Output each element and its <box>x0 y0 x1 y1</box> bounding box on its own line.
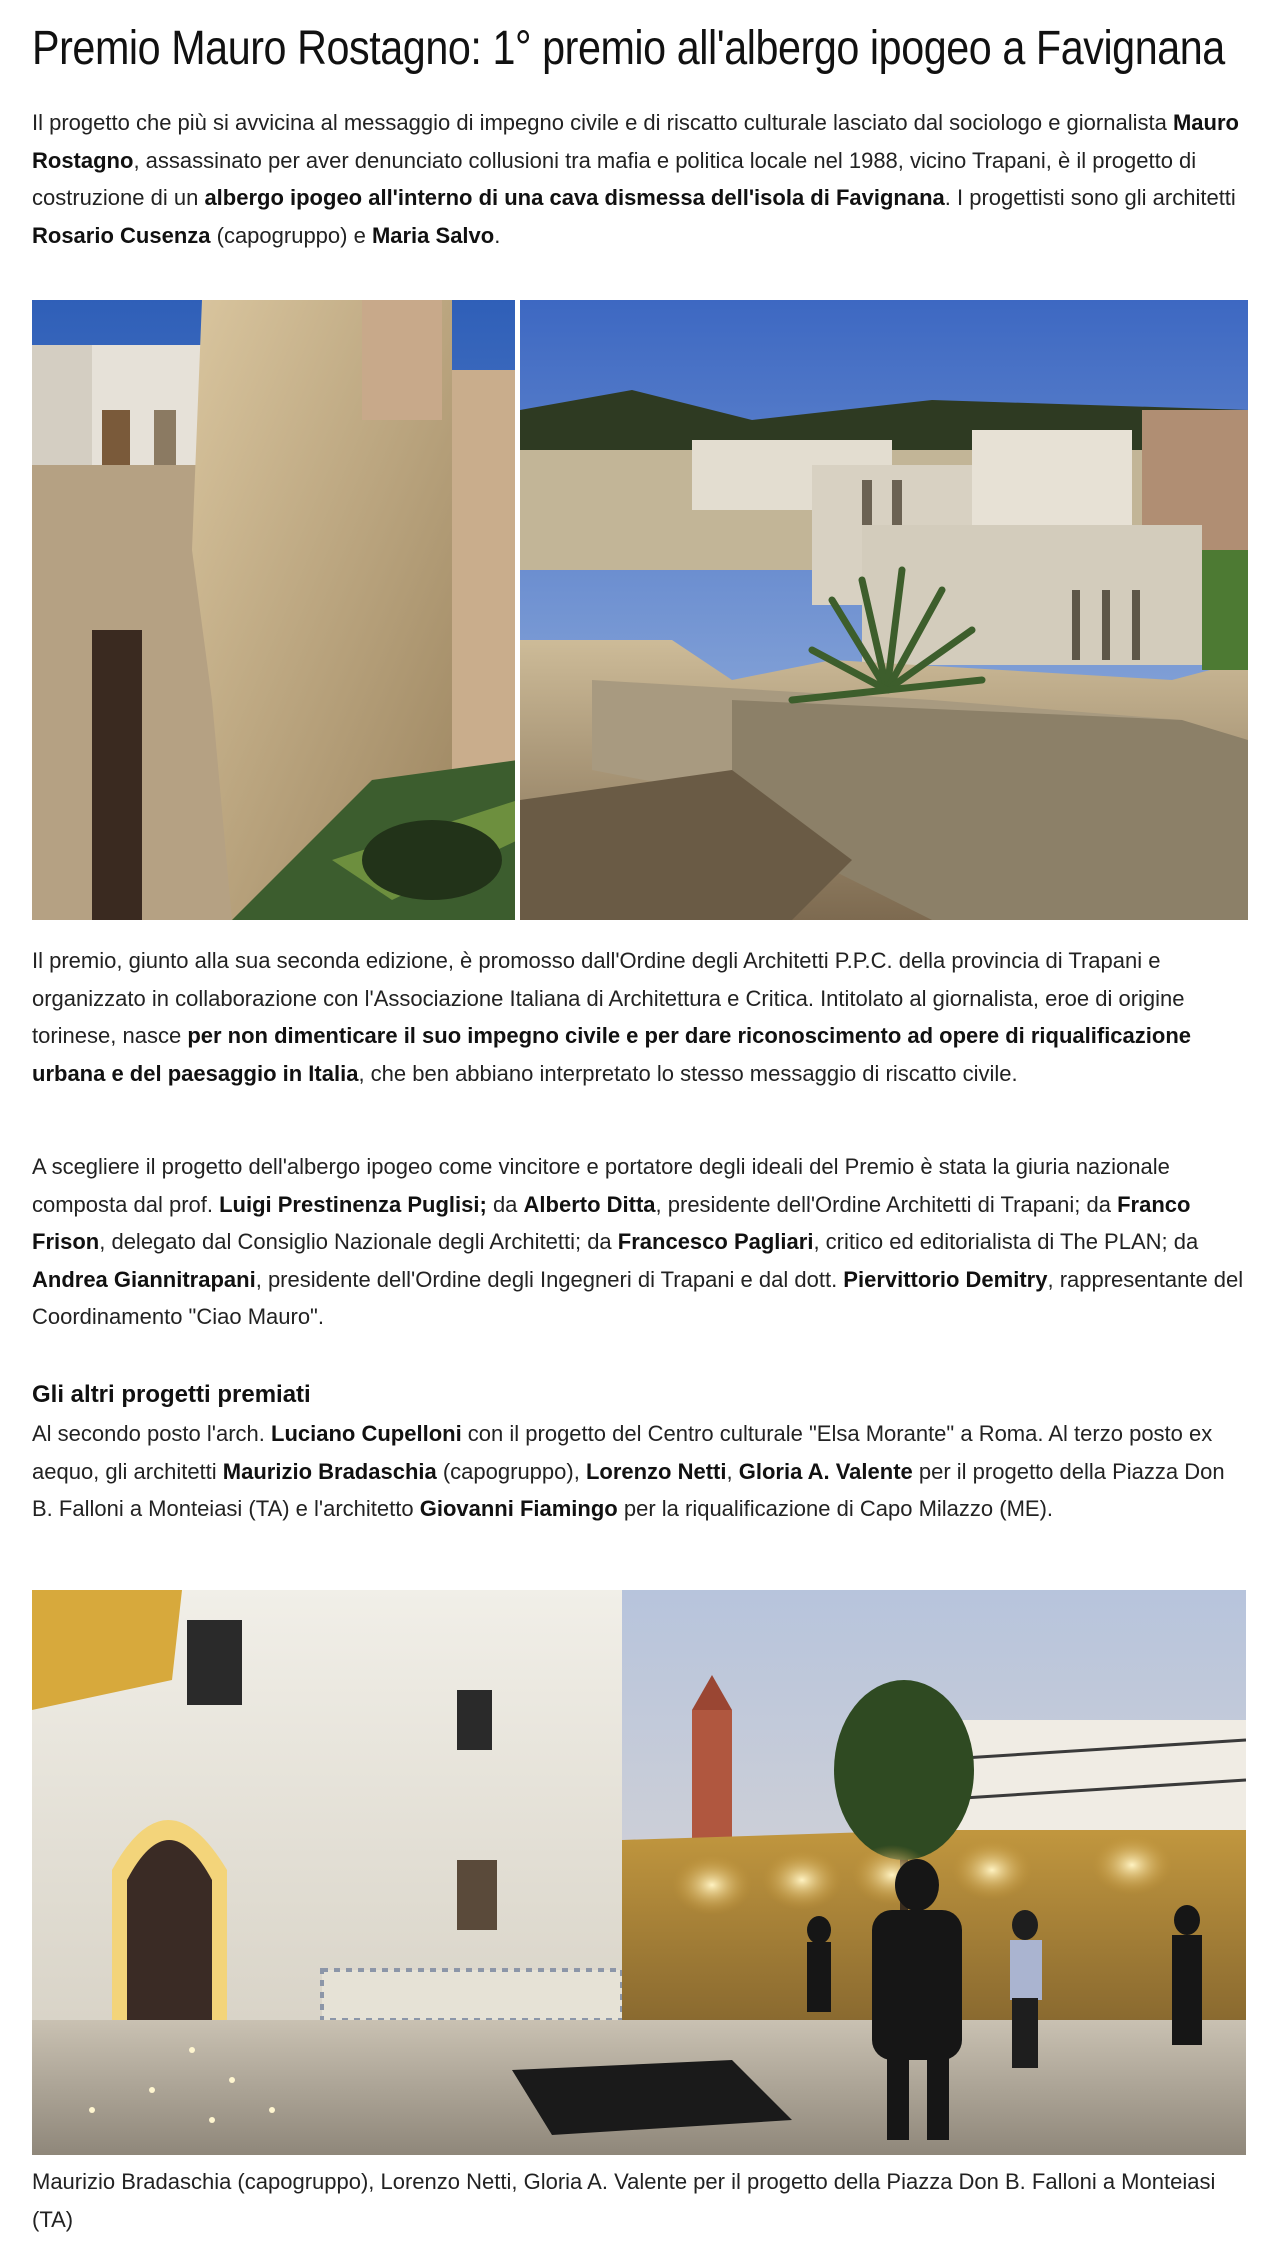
paragraph-prize <box>32 942 1248 1092</box>
bold-text: Rosario Cusenza <box>32 222 211 248</box>
article-title: Premio Mauro Rostagno: 1° premio all'albergo ipogeo a Favignana <box>32 22 1225 75</box>
section-heading: Gli altri progetti premiati <box>32 1381 311 1408</box>
text: , <box>726 1458 739 1484</box>
bold-text: Maria Salvo <box>371 222 495 248</box>
text: Il progetto che più si avvicina al messaggio di impegno civile e di riscatto culturale lasciato dal sociologo e giornalista <box>32 110 1173 135</box>
intro-paragraph <box>32 104 1248 254</box>
bold-text: Gloria A. Valente <box>738 1458 913 1484</box>
text: Il premio, giunto alla sua seconda edizione, è promosso dall'Ordine degli Architetti P.P.C. della provincia di Trapani e organizzato in collaborazione con l'Associazione Italiana di Architettura e Critica. Intitolato al giornalista, eroe di origine torinese, nasce <box>32 948 1185 1048</box>
text: con il progetto del Centro culturale "Elsa Morante" a Roma. Al terzo posto ex aequo, gli architetti <box>32 1421 1213 1484</box>
photo-caption: Maurizio Bradaschia (capogruppo), Lorenzo Netti, Gloria A. Valente per il progetto della Piazza Don B. Falloni a Monteiasi (TA) <box>32 2169 1216 2232</box>
text: . <box>494 222 501 248</box>
bold-text: Luigi Prestinenza Puglisi; <box>219 1191 487 1217</box>
piazza-photo <box>32 1590 1246 2155</box>
text: (capogruppo), <box>436 1458 586 1484</box>
bold-text: Franco Frison <box>32 1191 1191 1254</box>
bold-text: Maurizio Bradaschia <box>222 1458 437 1484</box>
paragraph-other-winners <box>32 1415 1248 1528</box>
text: A scegliere il progetto dell'albergo ipogeo come vincitore e portatore degli ideali del Premio è stata la giuria nazionale composta dal prof. <box>32 1154 1170 1217</box>
bold-text: Alberto Ditta <box>523 1191 656 1217</box>
text: (capogruppo) e <box>210 222 372 248</box>
hotel-quarry-photo <box>32 300 1248 920</box>
bold-text: per non dimenticare il suo impegno civile e per dare riconoscimento ad opere di riqualificazione urbana e del paesaggio in Italia <box>32 1023 1191 1086</box>
text: , presidente dell'Ordine Architetti di Trapani; da <box>655 1191 1118 1217</box>
paragraph-jury <box>32 1148 1248 1336</box>
text: Al secondo posto l'arch. <box>32 1421 272 1446</box>
bold-text: Luciano Cupelloni <box>271 1421 462 1446</box>
text: , che ben abbiano interpretato lo stesso messaggio di riscatto civile. <box>358 1060 1018 1086</box>
text: , critico ed editorialista di The PLAN; da <box>813 1229 1199 1254</box>
text: per la riqualificazione di Capo Milazzo (ME). <box>617 1496 1054 1521</box>
bold-text: Andrea Giannitrapani <box>32 1266 256 1292</box>
text: , rappresentante del Coordinamento "Ciao Mauro". <box>32 1266 1244 1329</box>
bold-text: Giovanni Fiamingo <box>419 1496 618 1521</box>
text: , presidente dell'Ordine degli Ingegneri di Trapani e dal dott. <box>255 1266 844 1292</box>
text: , assassinato per aver denunciato collusioni tra mafia e politica locale nel 1988, vicino Trapani, è il progetto di costruzione di un <box>32 147 1197 210</box>
bold-text: Lorenzo Netti <box>585 1458 727 1484</box>
bold-text: Piervittorio Demitry <box>843 1266 1048 1292</box>
bold-text: Francesco Pagliari <box>617 1229 814 1254</box>
text: , delegato dal Consiglio Nazionale degli Architetti; da <box>99 1229 618 1254</box>
text: . I progettisti sono gli architetti <box>944 185 1236 210</box>
text: da <box>486 1191 524 1217</box>
text: per il progetto della Piazza Don B. Falloni a Monteiasi (TA) e l'architetto <box>32 1458 1225 1521</box>
bold-text: Mauro Rostagno <box>32 110 1239 173</box>
bold-text: albergo ipogeo all'interno di una cava dismessa dell'isola di Favignana <box>204 185 945 210</box>
